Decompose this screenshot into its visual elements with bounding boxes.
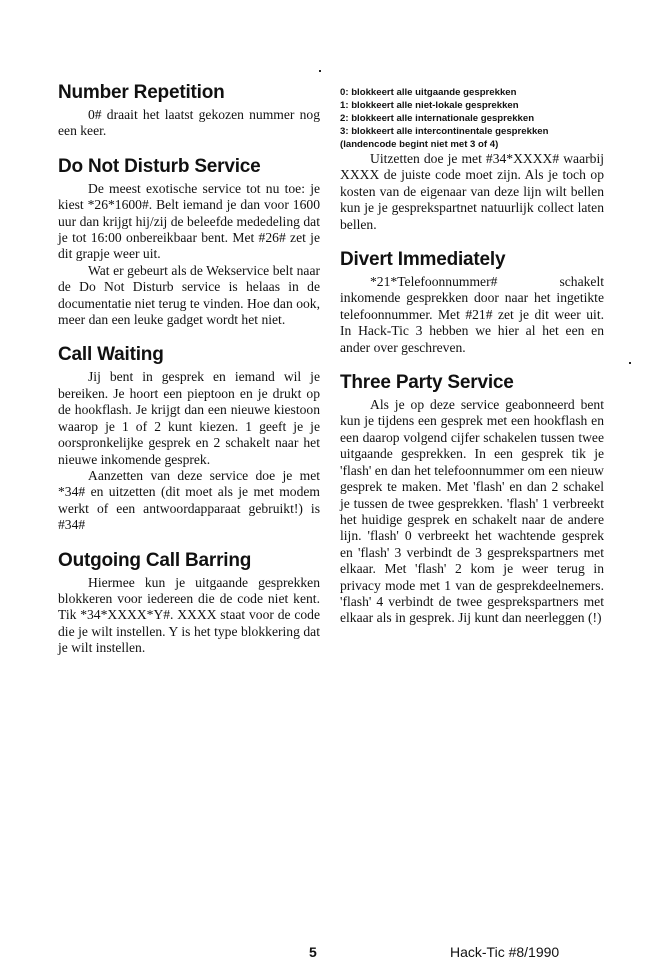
section-heading: Do Not Disturb Service bbox=[58, 155, 261, 177]
section-heading: Outgoing Call Barring bbox=[58, 549, 252, 571]
blocking-codes-list bbox=[340, 86, 604, 151]
section-do-not-disturb bbox=[58, 156, 320, 329]
body-paragraph: Uitzetten doe je met #34*XXXX# waarbij XXXX de juiste code moet zijn. Als je toch op kosten van de eigenaar van deze lijn wilt bellen kun je je gesprekspartnet natuurlijk collect laten bellen. bbox=[340, 151, 604, 232]
body-paragraph: *21*Telefoonnummer# schakelt inkomende gesprekken door naar het ingetikte telefoonnummer. Met #21# zet je dit weer uit. In Hack-Tic 3 hebben we hier al het een en ander over geschreven. bbox=[340, 274, 604, 355]
section-three-party-service bbox=[340, 372, 604, 627]
body-paragraph: Wat er gebeurt als de Wekservice belt naar de Do Not Disturb service is helaas in de documentatie niet terug te vinden. Hoe dan ook, meer dan een leuke gadget wordt het niet. bbox=[58, 262, 320, 328]
section-call-waiting bbox=[58, 344, 320, 533]
blocking-code-item: 3: blokkeert alle intercontinentale gesprekken (landencode begint niet met 3 of 4) bbox=[340, 126, 549, 150]
body-paragraph: Aanzetten van deze service doe je met *34# en uitzetten (dit moet als je met modem werkt of een antwoordapparaat gebruikt!) is #34# bbox=[58, 467, 320, 533]
print-speck bbox=[629, 362, 631, 364]
left-column bbox=[58, 72, 320, 673]
blocking-code-item: 1: blokkeert alle niet-lokale gesprekken bbox=[340, 100, 519, 111]
body-paragraph: 0# draait het laatst gekozen nummer nog een keer. bbox=[58, 107, 320, 139]
body-paragraph: Jij bent in gesprek en iemand wil je bereiken. Je hoort een pieptoon en je drukt op de hookflash. Je krijgt dan een nieuwe kiestoon waarop je 1 of 2 kunt kiezen. 1 geeft je je oorspronkelijke gesprek en 2 schakelt naar het nieuwe inkomende gesprek. bbox=[58, 369, 320, 467]
section-heading: Divert Immediately bbox=[340, 249, 506, 271]
section-heading: Three Party Service bbox=[340, 372, 514, 394]
issue-label: Hack-Tic #8/1990 bbox=[450, 944, 560, 960]
section-barring-continued bbox=[340, 151, 604, 233]
section-divert-immediately bbox=[340, 249, 604, 356]
section-heading: Call Waiting bbox=[58, 344, 164, 366]
blocking-code-item: 2: blokkeert alle internationale gesprekken bbox=[340, 113, 535, 124]
body-paragraph: Hiermee kun je uitgaande gesprekken blokkeren voor iedereen die de code niet kent. Tik *34*XXXX*Y#. XXXX staat voor de code die je wilt instellen. Y is het type blokkering dat je wilt instellen. bbox=[58, 574, 320, 656]
body-paragraph: Als je op deze service geabonneerd bent kun je tijdens een gesprek met een hookflash en een daarop volgend cijfer schakelen tussen twee uitgaande gesprekken. In een gesprek tik je 'flash' en dan het telefoonnummer om een nieuw gesprek te maken. Met 'flash' en dan 2 schakel je tussen de twee gesprekken. 'flash' 1 verbreekt het huidige gesprek en schakelt naar de andere lijn. 'flash' 0 verbreekt het wachtende gesprek en 'flash' 3 verbindt de 3 gesprekspartners met elkaar. Met 'flash' 2 kom je weer terug in privacy mode met 1 van de gesprekdeelnemers. 'flash' 4 verbindt de twee gesprekspartners met elkaar als in gesprek. Jij kunt dan neerleggen (!) bbox=[340, 397, 604, 626]
section-number-repetition bbox=[58, 82, 320, 140]
blocking-code-item: 0: blokkeert alle uitgaande gesprekken bbox=[340, 87, 517, 98]
page-number: 5 bbox=[309, 944, 317, 960]
section-heading: Number Repetition bbox=[58, 82, 225, 103]
right-column bbox=[340, 72, 604, 643]
body-paragraph: De meest exotische service tot nu toe: je kiest *26*1600#. Belt iemand je dan voor 1600 uur dan krijgt hij/zij de beleefde mededeling dat je tot 16:00 onbereikbaar bent. Met #26# zet je dit grapje weer uit. bbox=[58, 180, 320, 262]
section-outgoing-call-barring bbox=[58, 550, 320, 657]
